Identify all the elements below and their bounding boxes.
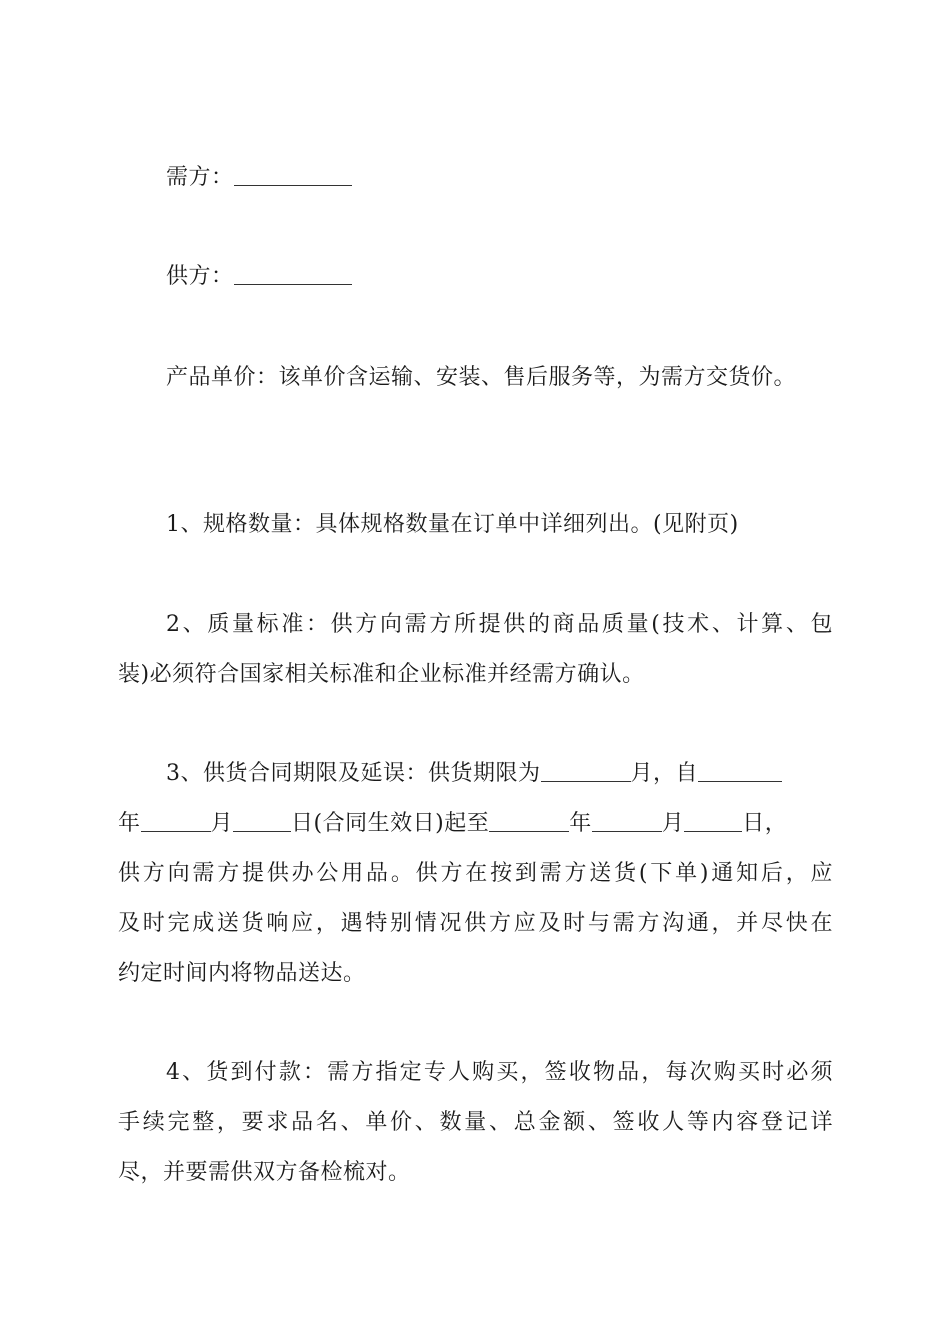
clause-4-line-3 bbox=[118, 1158, 833, 1188]
clause-3-text-4: 及时完成送货响应，遇特别情况供方应及时与需方沟通，并尽快在 bbox=[118, 911, 833, 936]
start-year-blank bbox=[698, 759, 782, 782]
end-year-blank bbox=[489, 809, 569, 832]
start-day-label: 日(合同生效日)起至 bbox=[291, 811, 490, 836]
clause-3-text-5: 约定时间内将物品送达。 bbox=[118, 961, 366, 986]
clause-1-text: 1、规格数量：具体规格数量在订单中详细列出。(见附页) bbox=[166, 512, 739, 537]
end-year-label: 年 bbox=[569, 811, 592, 836]
start-year-label: 年 bbox=[118, 811, 141, 836]
start-month-label: 月 bbox=[210, 811, 234, 836]
clause-3-line-3 bbox=[118, 859, 833, 889]
clause-2-line-1 bbox=[166, 610, 833, 640]
supplier-label: 供方： bbox=[166, 264, 234, 289]
end-day-blank bbox=[684, 809, 742, 832]
clause-3-text-3: 供方向需方提供办公用品。供方在按到需方送货(下单)通知后，应 bbox=[118, 861, 833, 886]
demander-line bbox=[166, 163, 833, 193]
clause-3-line-1 bbox=[166, 759, 833, 789]
clause-3-line-5 bbox=[118, 959, 833, 989]
clause-4-line-2 bbox=[118, 1108, 833, 1138]
clause-3-text-1a: 3、供货合同期限及延误：供货期限为 bbox=[166, 761, 541, 786]
end-day-label: 日， bbox=[742, 811, 788, 836]
clause-4-line-1 bbox=[166, 1058, 833, 1088]
clause-2-text-1: 2、质量标准：供方向需方所提供的商品质量(技术、计算、包 bbox=[166, 612, 833, 637]
clause-2-line-2 bbox=[118, 660, 833, 690]
clause-1 bbox=[166, 510, 833, 540]
supplier-blank bbox=[234, 262, 352, 285]
demander-blank bbox=[234, 163, 352, 186]
start-month-blank bbox=[141, 809, 211, 832]
clause-4-text-2: 手续完整，要求品名、单价、数量、总金额、签收人等内容登记详 bbox=[118, 1110, 833, 1135]
start-day-blank bbox=[233, 809, 291, 832]
demander-label: 需方： bbox=[166, 165, 234, 190]
supplier-line bbox=[166, 262, 833, 292]
unit-price-text: 产品单价：该单价含运输、安装、售后服务等，为需方交货价。 bbox=[166, 365, 797, 390]
clause-3-line-2 bbox=[118, 809, 833, 839]
unit-price-line bbox=[166, 363, 846, 393]
clause-4-text-1: 4、货到付款：需方指定专人购买，签收物品，每次购买时必须 bbox=[166, 1060, 833, 1085]
clause-3-text-1b: 月，自 bbox=[630, 761, 699, 786]
supply-period-blank bbox=[541, 759, 631, 782]
clause-2-text-2: 装)必须符合国家相关标准和企业标准并经需方确认。 bbox=[118, 662, 645, 687]
end-month-label: 月 bbox=[661, 811, 685, 836]
clause-4-text-3: 尽，并要需供双方备检梳对。 bbox=[118, 1160, 411, 1185]
clause-3-line-4 bbox=[118, 909, 833, 939]
end-month-blank bbox=[592, 809, 662, 832]
